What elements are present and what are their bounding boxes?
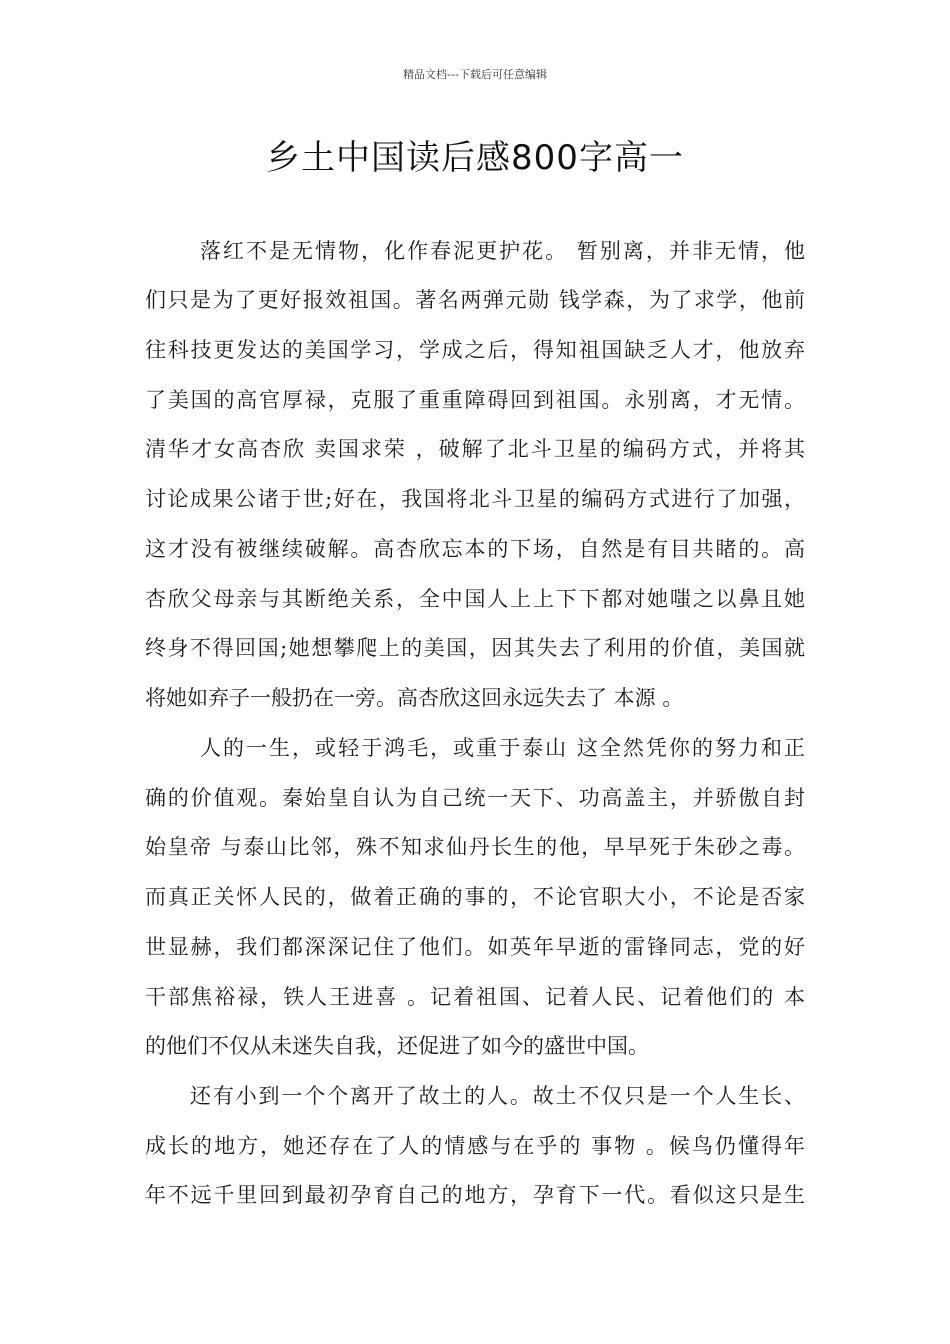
paragraph-line: 干部焦裕禄，铁人王进喜 。记着祖国、记着人民、记着他们的 本 [145,985,805,1009]
paragraph-line: 将她如弃子一般扔在一旁。高杏欣这回永远失去了 本源 。 [145,686,684,710]
paragraph-line: 确的价值观。秦始皇自认为自己统一天下、功高盖主，并骄傲自封 [145,786,805,810]
paragraph-line: 了美国的高官厚禄，克服了重重障碍回到祖国。永别离，才无情。 [145,388,805,412]
paragraph-line: 杏欣父母亲与其断绝关系，全中国人上上下下都对她嗤之以鼻且她 [145,587,805,611]
header-note: 精品文档---下载后可任意编辑 [403,68,547,81]
paragraph-line: 落红不是无情物，化作春泥更护花。 暂别离，并非无情，他 [200,239,805,263]
paragraph-line: 人的一生，或轻于鸿毛，或重于泰山 这全然凭你的努力和正 [200,736,805,760]
paragraph-line: 还有小到一个个离开了故土的人。故土不仅只是一个人生长、 [190,1084,805,1108]
paragraph-line: 讨论成果公诸于世;好在，我国将北斗卫星的编码方式进行了加强， [145,487,805,511]
paragraph-line: 世显赫，我们都深深记住了他们。如英年早逝的雷锋同志，党的好 [145,935,805,959]
paragraph-line: 们只是为了更好报效祖国。著名两弹元勋 钱学森，为了求学，他前 [145,288,805,312]
paragraph-line: 成长的地方，她还存在了人的情感与在乎的 事物 。候鸟仍懂得年 [145,1134,805,1158]
paragraph-line: 而真正关怀人民的，做着正确的事的，不论官职大小，不论是否家 [145,885,805,909]
paragraph-line: 的他们不仅从未迷失自我，还促进了如今的盛世中国。 [145,1034,649,1058]
paragraph-line: 终身不得回国;她想攀爬上的美国，因其失去了利用的价值，美国就 [145,636,805,660]
paragraph-line: 清华才女高杏欣 卖国求荣 ，破解了北斗卫星的编码方式，并将其 [145,437,805,461]
paragraph-line: 这才没有被继续破解。高杏欣忘本的下场，自然是有目共睹的。高 [145,537,805,561]
document-title: 乡土中国读后感800字高一 [266,138,684,178]
paragraph-line: 年不远千里回到最初孕育自己的地方，孕育下一代。看似这只是生 [145,1183,805,1207]
paragraph-line: 始皇帝 与泰山比邻，殊不知求仙丹长生的他，早早死于朱砂之毒。 [145,835,805,859]
paragraph-line: 往科技更发达的美国学习，学成之后，得知祖国缺乏人才，他放弃 [145,338,805,362]
